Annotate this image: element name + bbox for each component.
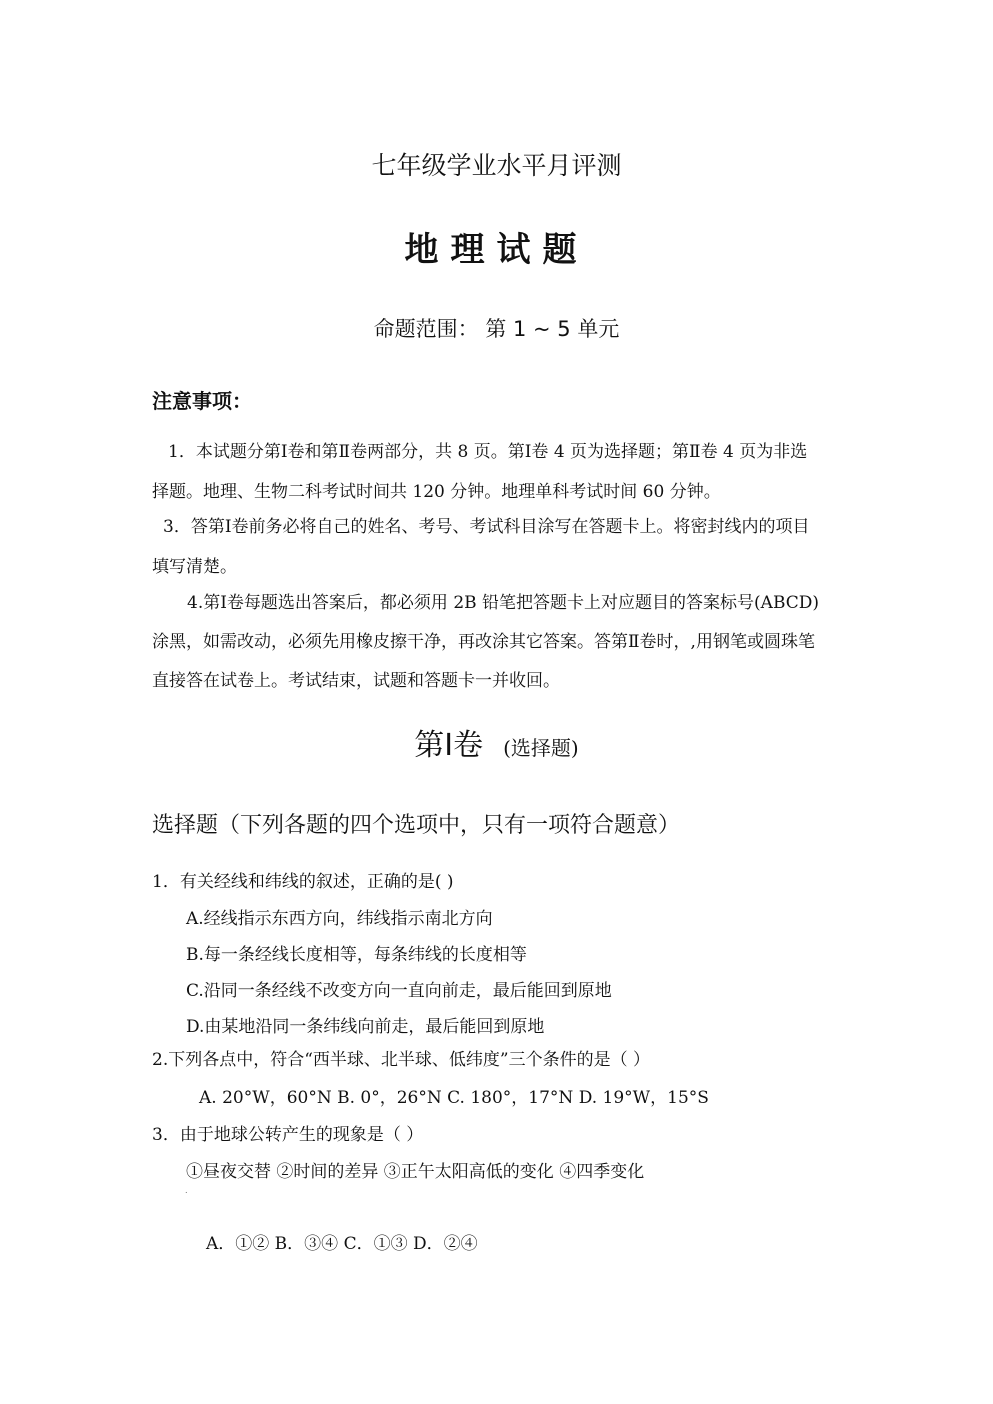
section-heading: 选择题（下列各题的四个选项中，只有一项符合题意） — [152, 813, 681, 838]
question-1-option-c: C.沿同一条经线不改变方向一直向前走，最后能回到原地 — [186, 981, 612, 1001]
volume-title: 第Ⅰ卷 — [414, 728, 484, 763]
notice-line-6: 涂黑，如需改动，必须先用橡皮擦干净，再改涂其它答案。答第Ⅱ卷时，,用钢笔或圆珠笔 — [152, 632, 815, 652]
notice-line-4: 填写清楚。 — [152, 557, 237, 577]
subject-title: 地理试题 — [404, 230, 589, 270]
question-1-option-d: D.由某地沿同一条纬线向前走，最后能回到原地 — [186, 1017, 545, 1037]
notice-line-7: 直接答在试卷上。考试结束，试题和答题卡一并收回。 — [152, 671, 560, 691]
question-2-options: A. 20°W，60°N B. 0°，26°N C. 180°，17°N D. 19°W，15°S — [199, 1088, 709, 1108]
scope-line: 命题范围： 第 1 ~ 5 单元 — [373, 317, 620, 341]
notice-line-2: 择题。地理、生物二科考试时间共 120 分钟。地理单科考试时间 60 分钟。 — [152, 482, 721, 502]
volume-heading — [0, 720, 993, 764]
question-3-items: ①昼夜交替 ②时间的差异 ③正午太阳高低的变化 ④四季变化 — [186, 1162, 645, 1182]
question-1-option-a: A.经线指示东西方向，纬线指示南北方向 — [186, 909, 493, 929]
stray-mark: . — [185, 1186, 188, 1195]
question-1-stem: 1．有关经线和纬线的叙述，正确的是( ) — [152, 872, 454, 892]
volume-subtitle: (选择题) — [503, 736, 579, 760]
question-2-stem: 2.下列各点中，符合“西半球、北半球、低纬度”三个条件的是（ ） — [152, 1050, 651, 1070]
question-1-option-b: B.每一条经线长度相等，每条纬线的长度相等 — [186, 945, 527, 965]
notice-heading: 注意事项： — [152, 389, 252, 413]
exam-title: 七年级学业水平月评测 — [371, 151, 622, 180]
question-3-stem: 3．由于地球公转产生的现象是（ ） — [152, 1125, 424, 1145]
notice-line-5: 4.第Ⅰ卷每题选出答案后，都必须用 2B 铅笔把答题卡上对应题目的答案标号(ABCD) — [187, 593, 820, 613]
question-3-answers: A．①② B．③④ C．①③ D．②④ — [206, 1234, 478, 1254]
notice-line-3: 3．答第Ⅰ卷前务必将自己的姓名、考号、考试科目涂写在答题卡上。将密封线内的项目 — [163, 517, 810, 537]
notice-line-1: 1．本试题分第Ⅰ卷和第Ⅱ卷两部分，共 8 页。第Ⅰ卷 4 页为选择题；第Ⅱ卷 4 页为非选 — [168, 442, 808, 462]
